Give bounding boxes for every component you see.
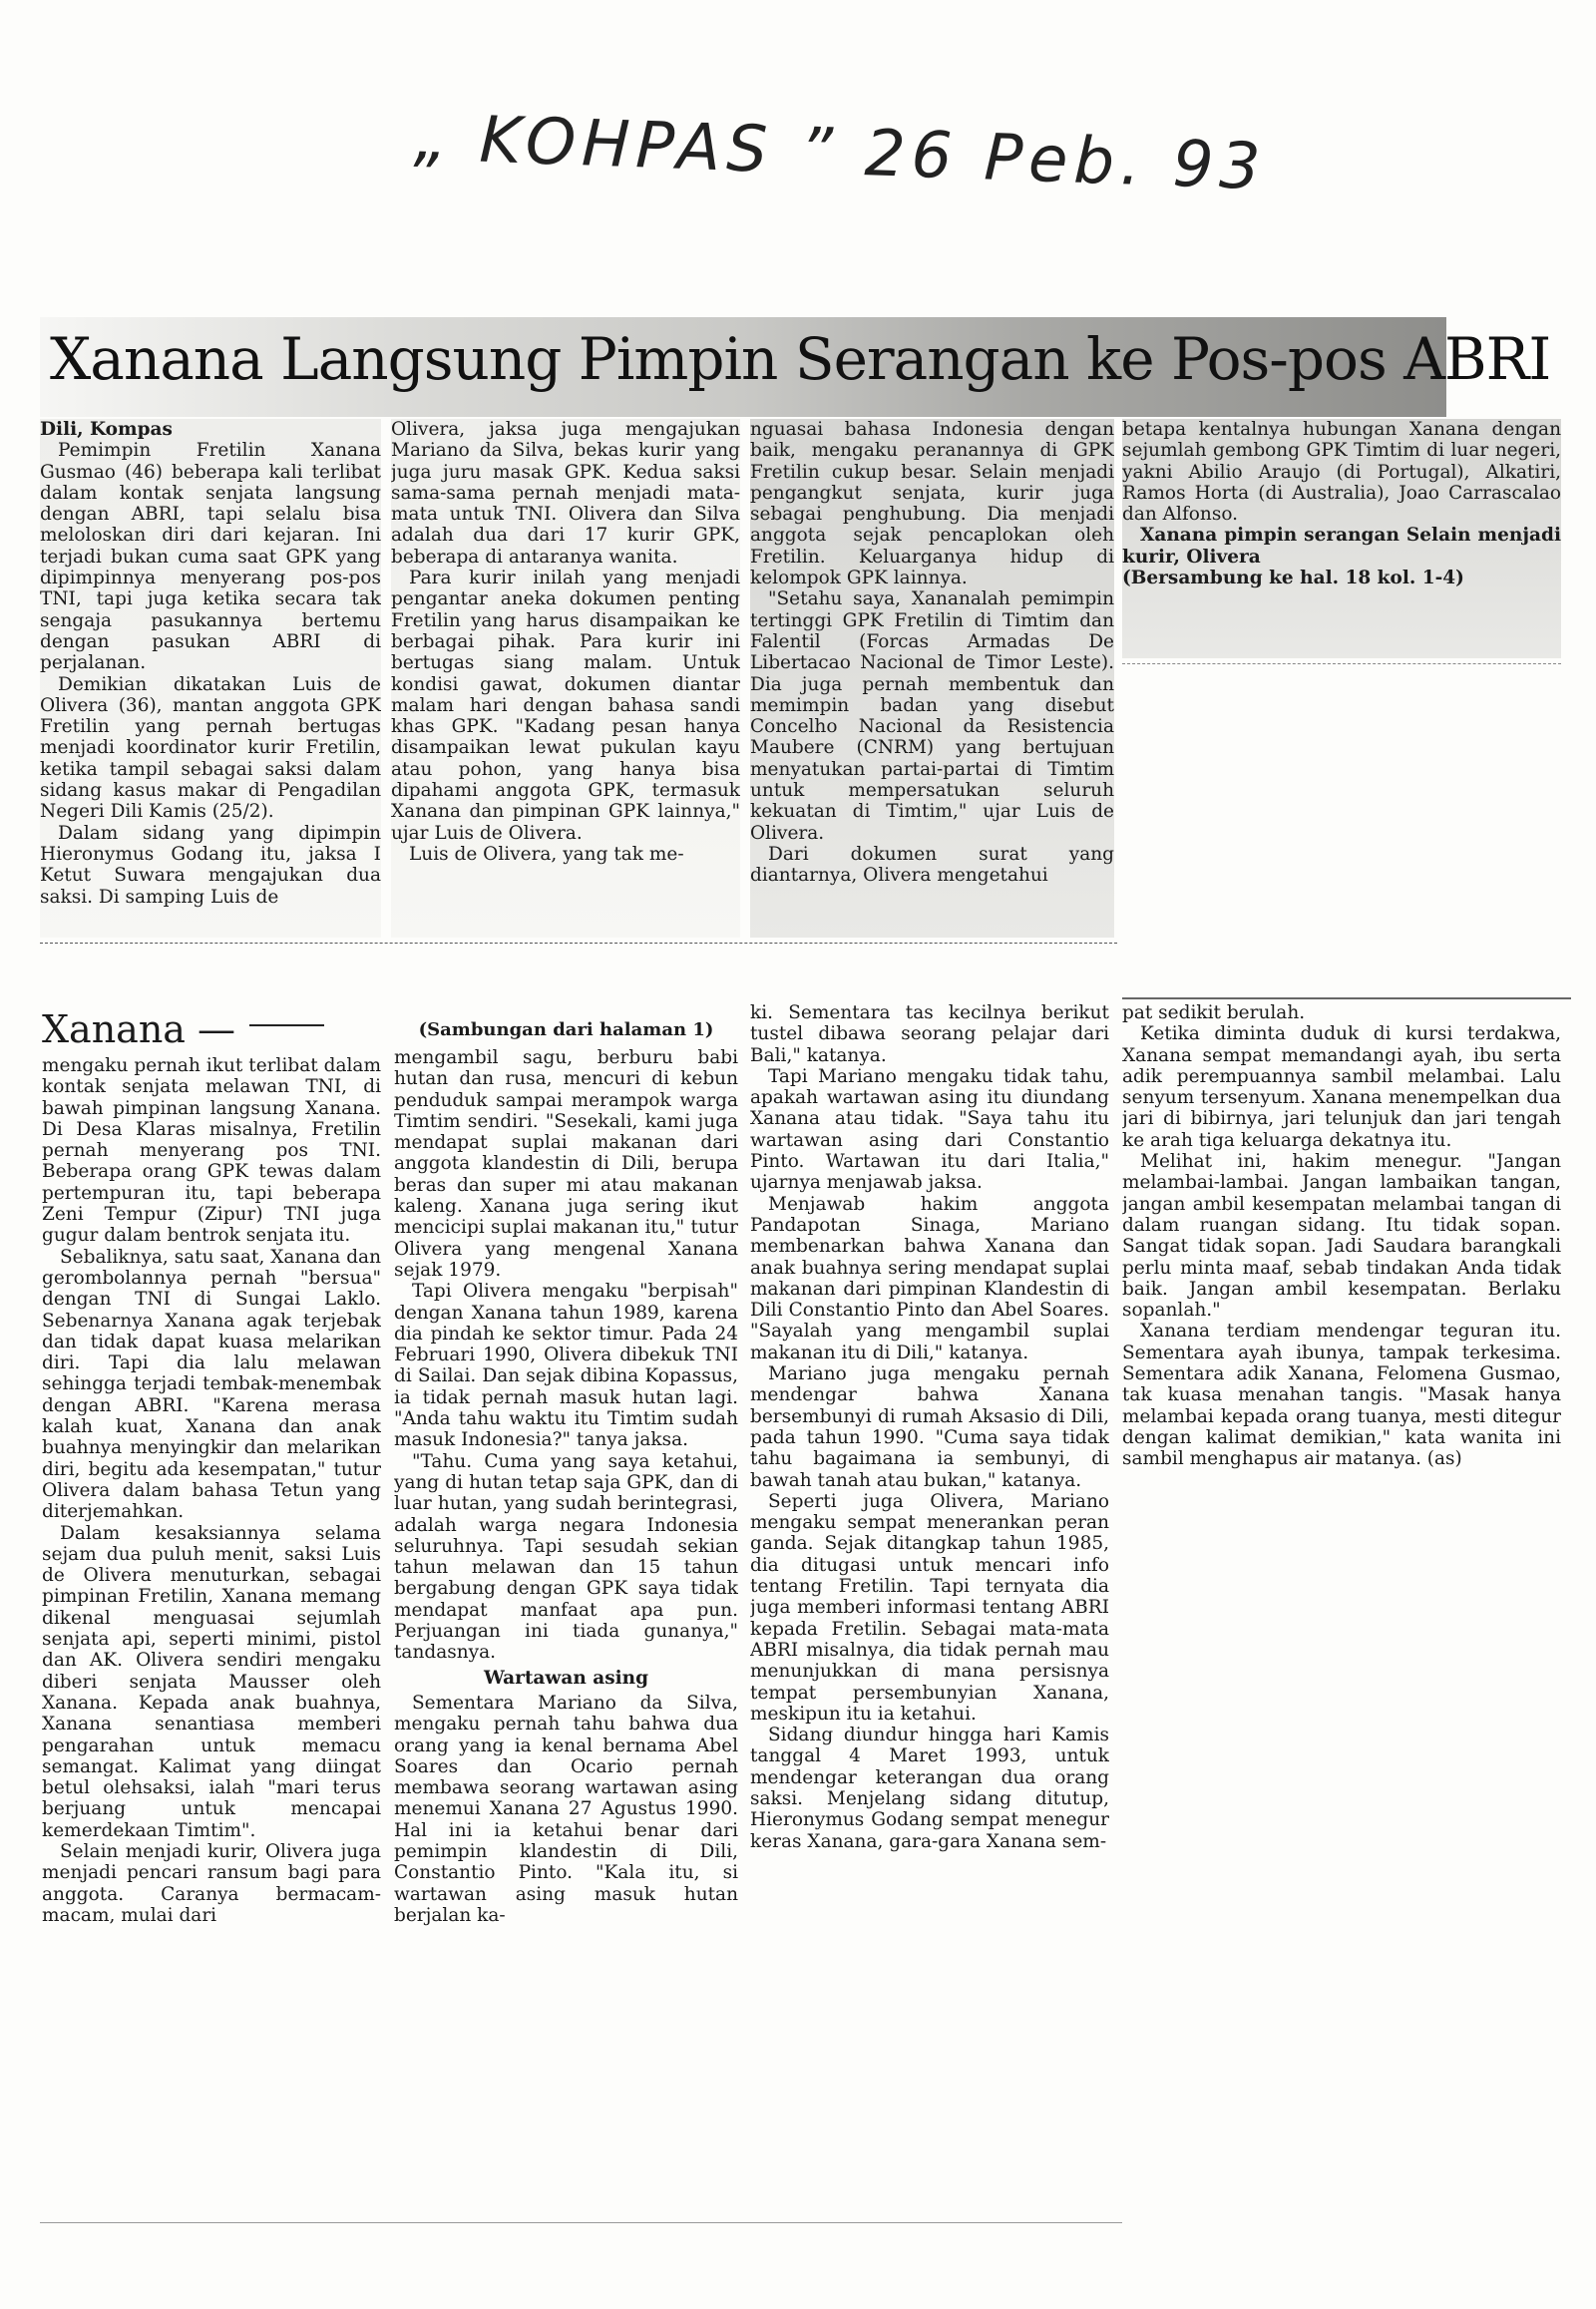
top-column-3	[750, 419, 1114, 938]
jump-column-4	[1122, 1002, 1561, 1691]
jump-column-3	[750, 1002, 1109, 2222]
paragraph: Tapi Mariano mengaku tidak tahu, apakah wartawan asing itu diundang Xanana atau tidak. "Saya tahu itu wartawan asing dari Constantio Pinto. Wartawan itu dari Italia," ujarnya menjawab jaksa.	[750, 1065, 1109, 1194]
bottom-rule	[40, 2222, 1122, 2223]
paragraph: Selain menjadi kurir, Olivera juga menjadi pencari ransum bagi para anggota. Caranya bermacam-macam, mulai dari	[42, 1840, 381, 1926]
paragraph: pat sedikit berulah.	[1122, 1002, 1306, 1023]
paragraph: Dari dokumen surat yang diantarnya, Olivera mengetahui	[750, 843, 1114, 887]
paragraph: Seperti juga Olivera, Mariano mengaku sempat menerankan peran ganda. Sejak ditangkap tahun 1985, dia ditugasi untuk mencari info tentang Fretilin. Tapi ternyata dia juga memberi informasi tentang ABRI kepada Fretilin. Sebagai mata-mata ABRI misalnya, dia tidak pernah mau menunjukkan di mana persisnya tempat persembunyian Xanana, meskipun itu ia ketahui.	[750, 1490, 1109, 1725]
paragraph: Xanana pimpin serangan Selain menjadi kurir, Olivera	[1122, 525, 1561, 568]
jump-column-1	[42, 1055, 381, 2222]
handwritten-annotation: „ KOHPAS ” 26 Peb. 93	[412, 101, 1268, 205]
paragraph: nguasai bahasa Indonesia dengan baik, mengaku peranannya di GPK Fretilin cukup besar. Selain menjadi pengangkut senjata, kurir juga sebagai penghubung. Dia menjadi anggota sejak pencaplokan oleh Fretilin. Keluarganya hidup di kelompok GPK lainnya.	[750, 419, 1114, 589]
section-divider	[40, 943, 1117, 944]
paragraph: Mariano juga mengaku pernah mendengar bahwa Xanana bersembunyi di rumah Aksasio di Dili, pada tahun 1990. "Cuma saya tidak tahu bagaimana ia sembunyi, di bawah tanah atau bukan," katanya.	[750, 1363, 1109, 1491]
paragraph: Pemimpin Fretilin Xanana Gusmao (46) beberapa kali terlibat dalam kontak senjata langsung dengan ABRI, tapi selalu bisa meloloskan diri dari kejaran. Ini terjadi bukan cuma saat GPK yang dipimpinnya menyerang pos-pos TNI, tapi juga ketika secara tak sengaja pasukannya bertemu dengan pasukan ABRI di perjalanan.	[40, 440, 381, 674]
jump-column-2	[394, 1047, 738, 2222]
paragraph: Xanana terdiam mendengar teguran itu. Sementara ayah ibunya, tampak terkesima. Sementara adik Xanana, Felomena Gusmao, tak kuasa menahan tangis. "Masak hanya melambai kepada orang tuanya, mesti ditegur dengan kalimat demikian," kata wanita ini sambil menghapus air matanya. (as)	[1122, 1321, 1561, 1470]
paragraph: Para kurir inilah yang menjadi pengantar aneka dokumen penting Fretilin yang harus disampaikan ke berbagai pihak. Para kurir ini bertugas siang malam. Untuk kondisi gawat, dokumen diantar malam hari dengan bahasa sandi khas GPK. "Kadang pesan hanya disampaikan lewat pukulan kayu atau pohon, yang hanya bisa dipahami anggota GPK, termasuk Xanana dan pimpinan GPK lainnya," ujar Luis de Olivera.	[391, 568, 740, 844]
paragraph: Menjawab hakim anggota Pandapotan Sinaga, Mariano membenarkan bahwa Xanana dan anak buahnya sering mendapat suplai makanan dari pimpinan Klandestin di Dili Constantio Pinto dan Abel Soares. "Sayalah yang mengambil suplai makanan itu di Dili," katanya.	[750, 1193, 1109, 1363]
paragraph: mengaku pernah ikut terlibat dalam kontak senjata melawan TNI, di bawah pimpinan langsung Xanana. Di Desa Klaras misalnya, Fretilin pernah menyerang pos TNI. Beberapa orang GPK tewas dalam pertempuran itu, tapi beberapa Zeni Tempur (Zipur) TNI juga gugur dalam bentrok senjata itu.	[42, 1055, 381, 1247]
paragraph: Sementara Mariano da Silva, mengaku pernah tahu bahwa dua orang yang ia kenal bernama Abel Soares dan Ocario pernah membawa seorang wartawan asing menemui Xanana 27 Agustus 1990. Hal ini ia ketahui benar dari pemimpin klandestin di Dili, Constantio Pinto. "Kala itu, si wartawan asing masuk hutan berjalan ka-	[394, 1692, 738, 1926]
continuation-header: (Sambungan dari halaman 1)	[418, 1019, 714, 1040]
paragraph: Olivera, jaksa juga mengajukan Mariano da Silva, bekas kurir yang juga juru masak GPK. Kedua saksi sama-sama pernah menjadi mata-mata untuk TNI. Olivera dan Silva adalah dua dari 17 kurir GPK, beberapa di antaranya wanita.	[391, 419, 740, 568]
paragraph: Dalam kesaksiannya selama sejam dua puluh menit, saksi Luis de Olivera menuturkan, sebagai pimpinan Fretilin, Xanana memang dikenal menguasai sejumlah senjata api, seperti minimi, pistol dan AK. Olivera sendiri mengaku diberi senjata Mausser oleh Xanana. Kepada anak buahnya, Xanana senantiasa memberi pengarahan untuk memacu semangat. Kalimat yang diingat betul olehsaksi, ialah "mari terus berjuang untuk mencapai kemerdekaan Timtim".	[42, 1522, 381, 1841]
top-column-1	[40, 419, 381, 938]
subheading: Wartawan asing	[483, 1667, 649, 1689]
top-column-4	[1122, 419, 1561, 658]
paragraph: Tapi Olivera mengaku "berpisah" dengan Xanana tahun 1989, karena dia pindah ke sektor timur. Pada 24 Februari 1990, Olivera dibekuk TNI di Sailai. Dan sejak dibina Kopassus, ia tidak pernah masuk hutan lagi. "Anda tahu waktu itu Timtim sudah masuk Indonesia?" tanya jaksa.	[394, 1281, 738, 1451]
paragraph: Sidang diundur hingga hari Kamis tanggal 4 Maret 1993, untuk mendengar keterangan dua orang saksi. Menjelang sidang ditutup, Hieronymus Godang sempat menegur keras Xanana, gara-gara Xanana sem-	[750, 1725, 1109, 1852]
paragraph: Dalam sidang yang dipimpin Hieronymus Godang itu, jaksa I Ketut Suwara mengajukan dua saksi. Di samping Luis de	[40, 822, 381, 908]
kicker-rule	[249, 1024, 324, 1026]
column-rule	[1122, 997, 1571, 999]
paragraph: Ketika diminta duduk di kursi terdakwa, Xanana sempat memandangi ayah, ibu serta adik perempuannya sambil melambai. Lalu senyum tersenyum. Xanana menempelkan dua jari di bibirnya, jari telunjuk dan jari tengah ke arah tiga keluarga dekatnya itu.	[1122, 1023, 1561, 1151]
top-column-2	[391, 419, 740, 938]
continued-line: (Bersambung ke hal. 18 kol. 1-4)	[1122, 568, 1464, 589]
paragraph: Sebaliknya, satu saat, Xanana dan gerombolannya pernah "bersua" dengan TNI di Sungai Laklo. Sebenarnya Xanana agak terjebak dan tidak dapat kuasa melarikan diri. Tapi dia lalu melawan sehingga terjadi tembak-menembak dengan ABRI. "Karena merasa kalah kuat, Xanana dan anak buahnya menyingkir dan melarikan diri, begitu ada kesempatan," tutur Olivera dalam bahasa Tetun yang diterjemahkan.	[42, 1246, 381, 1523]
paragraph: Luis de Olivera, yang tak me-	[409, 843, 684, 865]
paragraph: betapa kentalnya hubungan Xanana dengan sejumlah gembong GPK Timtim di luar negeri, yakni Abilio Araujo (di Portugal), Alkatiri, Ramos Horta (di Australia), Joao Carrascalao dan Alfonso.	[1122, 419, 1561, 526]
paragraph: Demikian dikatakan Luis de Olivera (36), mantan anggota GPK Fretilin yang pernah bertugas menjadi koordinator kurir Fretilin, ketika tampil sebagai saksi dalam sidang kasus makar di Pengadilan Negeri Dili Kamis (25/2).	[40, 673, 381, 823]
paragraph: Melihat ini, hakim menegur. "Jangan melambai-lambai. Jangan lambaikan tangan, jangan ambil kesempatan melambai tangan di dalam ruangan sidang. Itu tidak sopan. Sangat tidak sopan. Jadi Saudara barangkali perlu minta maaf, sebab tindakan Anda tidak baik. Jangan ambil kesempatan. Berlaku sopanlah."	[1122, 1151, 1561, 1322]
paragraph: "Tahu. Cuma yang saya ketahui, yang di hutan tetap saja GPK, dan di luar hutan, yang sudah berintegrasi, adalah warga negara Indonesia seluruhnya. Tapi sesudah sekian tahun melawan dan 15 tahun bergabung dengan GPK saya tidak mendapat manfaat apa pun. Perjuangan ini tiada gunanya," tandasnya.	[394, 1450, 738, 1664]
dateline: Dili, Kompas	[40, 419, 173, 440]
paragraph: "Setahu saya, Xananalah pemimpin tertinggi GPK Fretilin di Timtim dan Falentil (Forcas Armadas De Libertacao Nacional de Timor Leste). Dia juga pernah membentuk dan memimpin badan yang disebut Concelho Nacional da Resistencia Maubere (CNRM) yang bertujuan menyatukan partai-partai di Timtim untuk mempersatukan seluruh kekuatan di Timtim," ujar Luis de Olivera.	[750, 588, 1114, 844]
divider	[1122, 663, 1561, 664]
paragraph: ki. Sementara tas kecilnya berikut tustel dibawa seorang pelajar dari Bali," katanya.	[750, 1002, 1109, 1066]
headline: Xanana Langsung Pimpin Serangan ke Pos-pos ABRI	[50, 325, 1551, 393]
paragraph: mengambil sagu, berburu babi hutan dan rusa, mencuri di kebun penduduk sampai merampok warga Timtim sendiri. "Sesekali, kami juga mendapat suplai makanan dari anggota klandestin di Dili, berupa beras dan super mi atau makanan kaleng. Xanana juga sering ikut mencicipi suplai makanan itu," tutur Olivera yang mengenal Xanana sejak 1979.	[394, 1047, 738, 1281]
jump-kicker: Xanana —	[42, 1007, 236, 1051]
